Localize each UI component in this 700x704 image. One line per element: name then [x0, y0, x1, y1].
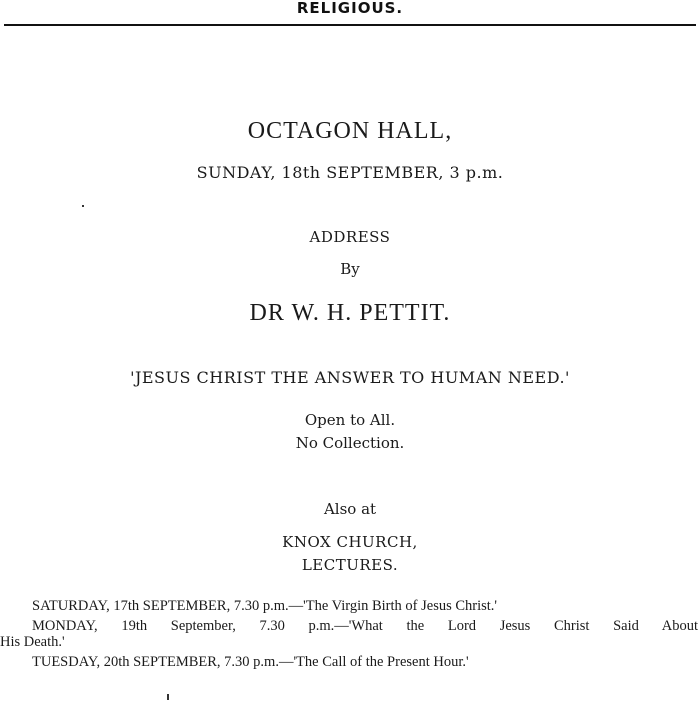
- lecture-line: MONDAY, 19th September, 7.30 p.m.—'What the Lord Jesus Christ Said About: [32, 618, 698, 634]
- lecture-list: [0, 596, 700, 672]
- venue-title: OCTAGON HALL,: [247, 118, 453, 144]
- by-label: By: [340, 260, 360, 278]
- lecture-line-continued: His Death.': [0, 634, 65, 650]
- lecture-item: [0, 652, 700, 672]
- lecture-item: [0, 596, 700, 616]
- lecture-line: SATURDAY, 17th SEPTEMBER, 7.30 p.m.—'The Virgin Birth of Jesus Christ.': [32, 598, 498, 614]
- lecture-line: TUESDAY, 20th SEPTEMBER, 7.30 p.m.—'The Call of the Present Hour.': [32, 654, 469, 670]
- address-label: ADDRESS: [309, 228, 391, 246]
- open-to-all-note: Open to All.: [304, 411, 396, 429]
- address-topic: 'JESUS CHRIST THE ANSWER TO HUMAN NEED.': [130, 368, 570, 387]
- header-rule: [4, 24, 696, 26]
- print-speck: [167, 694, 169, 700]
- also-at-label: Also at: [323, 500, 377, 518]
- second-venue: KNOX CHURCH,: [282, 533, 418, 551]
- print-speck: [82, 205, 84, 207]
- section-header: [0, 0, 700, 30]
- section-title: RELIGIOUS.: [296, 0, 404, 17]
- lectures-heading: LECTURES.: [301, 556, 399, 574]
- no-collection-note: No Collection.: [295, 434, 405, 452]
- event-datetime: SUNDAY, 18th SEPTEMBER, 3 p.m.: [196, 163, 504, 182]
- speaker-name: DR W. H. PETTIT.: [249, 300, 451, 326]
- lecture-item: [0, 616, 700, 652]
